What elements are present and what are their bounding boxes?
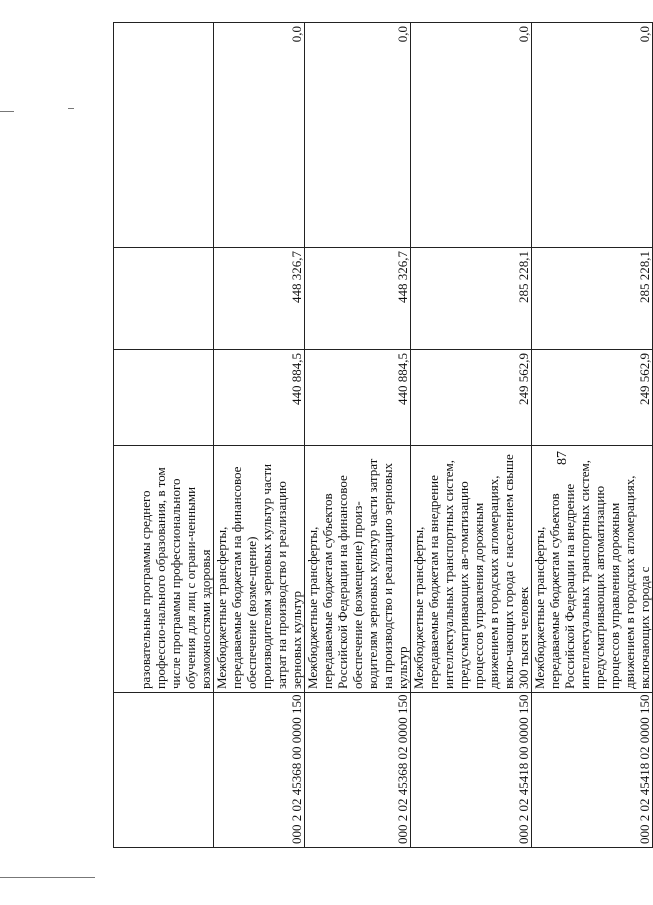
table-row [114,23,214,848]
row-code: 000 2 02 45418 00 0000 150 [411,693,532,848]
row-name: Межбюджетные трансферты, передаваемые бюджетам субъектов Российской Федерации на внедрение интеллектуальных транспортных систем, предусматривающих автоматизацию процессов управления дорожным движением в городских агломерациях, включающих города с [532,446,653,693]
row-name: разовательные программы среднего профессио-нального образования, в том числе программы профессионального обучения для лиц с ограни-ченными возможностями здоровья [114,446,214,693]
row-name: Межбюджетные трансферты, передаваемые бюджетам на финансовое обеспечение (возме-щение) производителям зерновых культур части затрат на производство и реализацию зерновых культур [214,446,305,693]
page-number: 87 [555,451,570,465]
table-row [305,23,411,848]
row-value-2: 285 228,1 [411,248,532,350]
row-name: Межбюджетные трансферты, передаваемые бюджетам на внедрение интеллектуальных транспортных систем, предусматривающих ав-томатизацию процессов управления дорожным движением в городских агломерациях, вклю-чающих города с населением свыше 300 тысяч человек [411,446,532,693]
row-value-2: 285 228,1 [532,248,653,350]
budget-table [113,22,653,848]
row-value-2 [114,248,214,350]
row-code: 000 2 02 45368 00 0000 150 [214,693,305,848]
row-value-2: 448 326,7 [214,248,305,350]
table-row [532,23,653,848]
row-value-3 [114,23,214,248]
row-value-2: 448 326,7 [305,248,411,350]
table-body [114,23,653,848]
row-value-1: 249 562,9 [411,350,532,446]
table-row [214,23,305,848]
row-value-1: 249 562,9 [532,350,653,446]
row-code: 000 2 02 45418 02 0000 150 [532,693,653,848]
row-value-1: 440 884,5 [305,350,411,446]
table-row [411,23,532,848]
row-value-1 [114,350,214,446]
row-value-3: 0,0 [214,23,305,248]
rotated-table-page [113,26,652,848]
row-name: Межбюджетные трансферты, передаваемые бюджетам субъектов Российской Федерации на финансовое обеспечение (возмещение) произ-водителям зерновых культур части затрат на производство и реализацию зерновых культур [305,446,411,693]
row-value-3: 0,0 [532,23,653,248]
margin-mark [68,108,74,109]
margin-mark [0,877,95,878]
row-value-1: 440 884,5 [214,350,305,446]
row-value-3: 0,0 [305,23,411,248]
row-code: 000 2 02 45368 02 0000 150 [305,693,411,848]
margin-mark [0,111,14,112]
row-code [114,693,214,848]
row-value-3: 0,0 [411,23,532,248]
